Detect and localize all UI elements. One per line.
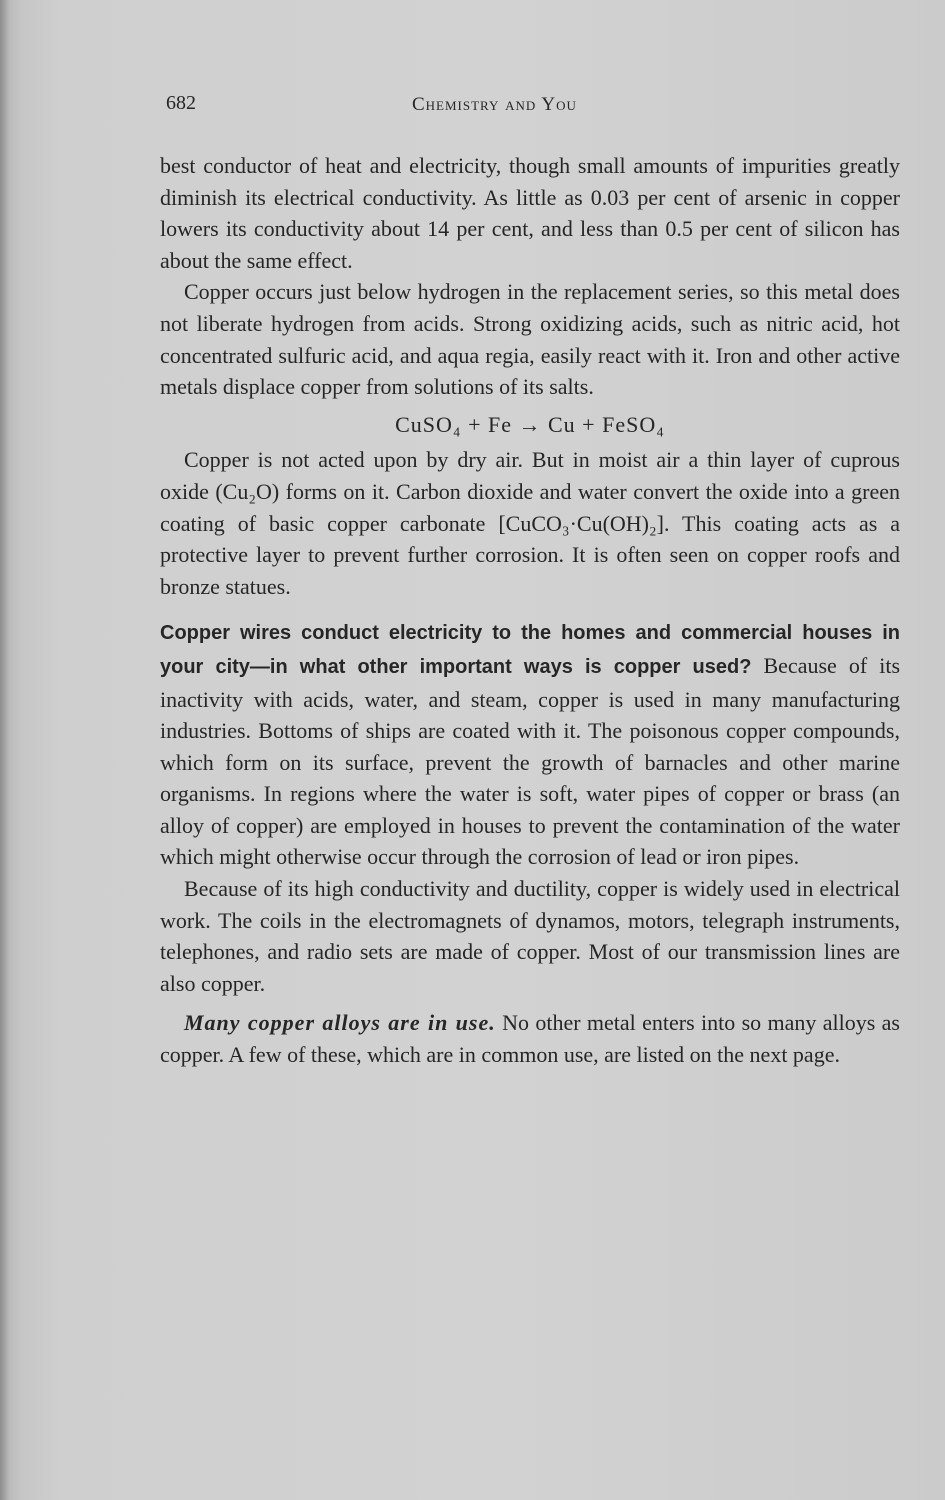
page-edge-shadow	[0, 0, 10, 1500]
paragraph-alloys-text: No other metal enters into so many alloys as copper. A few of these, which are in common use, are listed on the next page.	[160, 1010, 900, 1068]
page-number: 682	[166, 92, 196, 114]
chemical-equation: CuSO₄ + Fe → Cu + FeSO₄	[395, 411, 665, 437]
paragraph-copper-uses-text: Because of its inactivity with acids, water, and steam, copper is used in many manufacturing industries. Bottoms of ships are coated with it. The poisonous copper compounds, which form on its surface, prevent the growth of barnacles and other marine organisms. In regions where the water is soft, water pipes of copper or brass (an alloy of copper) are employed in houses to prevent the contamination of the water which might otherwise occur through the corrosion of lead or iron pipes.	[160, 652, 901, 870]
paragraph-replacement-series: Copper occurs just below hydrogen in the replacement series, so this metal does not liberate hydrogen from acids. Strong oxidizing acids, such as nitric acid, hot concentrated sulfuric acid, and aqua regia, easily react with it. Iron and other active metals displace copper from solutions of its salts.	[160, 279, 900, 400]
paragraph-conductivity: best conductor of heat and electricity, though small amounts of impurities greatly diminish its electrical conductivity. As little as 0.03 per cent of arsenic in copper lowers its conductivity about 14 per cent, and less than 0.5 per cent of silicon has about the same effect.	[160, 153, 900, 273]
paragraph-electrical-work: Because of its high conductivity and ductility, copper is widely used in electrical work. The coils in the electromagnets of dynamos, motors, telegraph instruments, telephones, and radio sets are made of copper. Most of our transmission lines are also copper.	[160, 876, 900, 996]
page-header	[166, 92, 906, 128]
paragraph-corrosion: Copper is not acted upon by dry air. But in moist air a thin layer of cuprous oxide (Cu₂O) forms on it. Carbon dioxide and water convert the oxide into a green coating of basic copper carbonate [CuCO₃·Cu(OH)₂]. This coating acts as a protective layer to prevent further corrosion. It is often seen on copper roofs and bronze statues.	[160, 447, 900, 599]
running-head: Chemistry and You	[412, 94, 577, 115]
page-body	[160, 150, 900, 1071]
section-heading-alloys: Many copper alloys are in use.	[184, 1010, 496, 1036]
paragraph-alloys	[160, 1007, 900, 1070]
section-heading-copper-uses: Copper wires conduct electricity to the homes and commercial houses in your city—in what other important ways is copper used?	[160, 622, 900, 678]
paragraph-copper-uses	[160, 616, 900, 873]
